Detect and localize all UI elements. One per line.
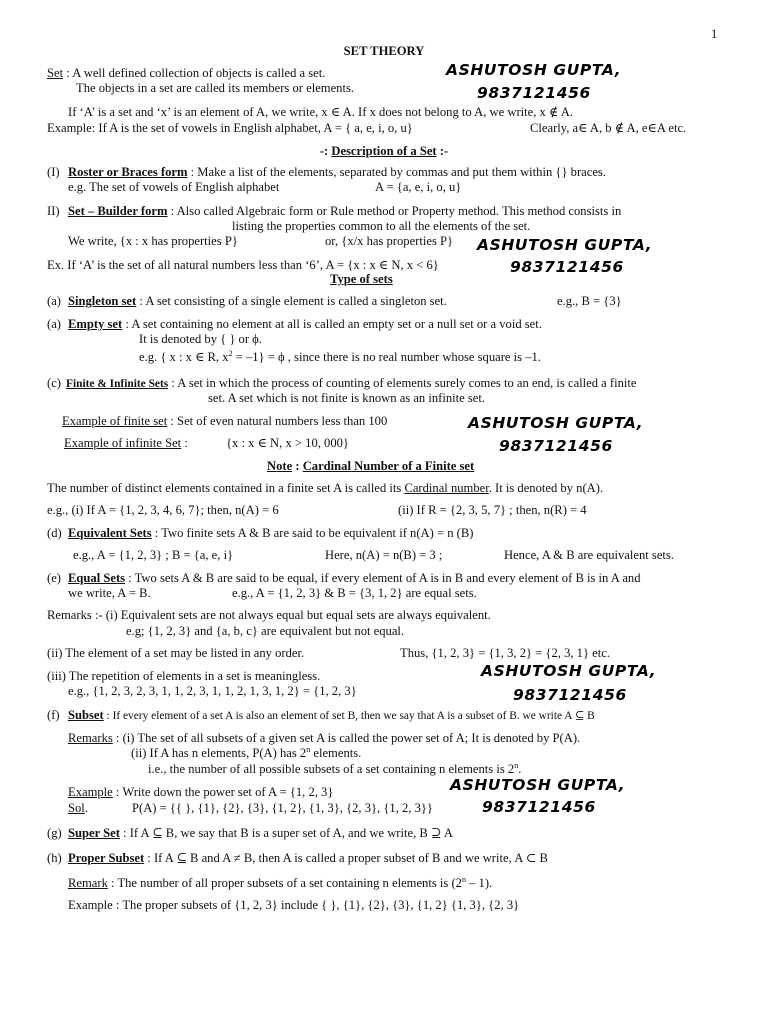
builder-line2: listing the properties common to all the elements of the set. <box>232 219 531 233</box>
equivalent-eg1: e.g., A = {1, 2, 3} ; B = {a, e, i} <box>73 548 234 562</box>
singleton-num: (a) <box>47 294 61 308</box>
description-heading: -: Description of a Set :- <box>319 144 449 158</box>
signature-name: ASHUTOSH GUPTA, <box>477 236 653 254</box>
signature-phone: 9837121456 <box>513 686 627 704</box>
set-definition <box>47 66 325 81</box>
set-example-right: Clearly, a∈ A, b ∉ A, e∈A etc. <box>530 121 687 135</box>
roster-num: (I) <box>47 165 60 179</box>
remark-2-right: Thus, {1, 2, 3} = {1, 3, 2} = {2, 3, 1} etc. <box>400 646 610 660</box>
equal-num: (e) <box>47 571 61 585</box>
builder-write-right: or, {x/x has properties P} <box>325 234 454 248</box>
subset-remark-1: Remarks : (i) The set of all subsets of a given set A is called the power set of A; It is denoted by P(A). <box>68 731 581 745</box>
equivalent-eg2: Here, n(A) = n(B) = 3 ; <box>325 548 443 562</box>
remark-3b: e.g., {1, 2, 3, 2, 3, 1, 1, 2, 3, 1, 1, 2, 1, 3, 1, 2} = {1, 2, 3} <box>68 684 357 698</box>
proper-definition: Proper Subset : If A ⊆ B and A ≠ B, then A is called a proper subset of B and we write, A ⊂ B <box>68 851 548 865</box>
signature-phone: 9837121456 <box>510 258 624 276</box>
equivalent-definition: Equivalent Sets : Two finite sets A & B are said to be equivalent if n(A) = n (B) <box>68 526 474 540</box>
signature-name: ASHUTOSH GUPTA, <box>468 414 644 432</box>
finite-line2: set. A set which is not finite is known as an infinite set. <box>208 391 486 405</box>
roster-eg-left: e.g. The set of vowels of English alphabet <box>68 180 280 194</box>
superset-definition: Super Set : If A ⊆ B, we say that B is a super set of A, and we write, B ⊇ A <box>68 826 454 840</box>
builder-num: II) <box>47 204 60 218</box>
set-example-left: Example: If A is the set of vowels in English alphabet, A = { a, e, i, o, u} <box>47 121 413 135</box>
signature-phone: 9837121456 <box>477 84 591 102</box>
signature-phone: 9837121456 <box>499 437 613 455</box>
signature-phone: 9837121456 <box>482 798 596 816</box>
signature-name: ASHUTOSH GUPTA, <box>446 61 622 79</box>
empty-definition: Empty set : A set containing no element at all is called an empty set or a null set or a void set. <box>68 317 542 331</box>
page-number: 1 <box>711 27 718 41</box>
proper-example: Example : The proper subsets of {1, 2, 3} include { }, {1}, {2}, {3}, {1, 2} {1, 3}, {2, 3} <box>68 898 520 912</box>
equivalent-num: (d) <box>47 526 62 540</box>
remark-3: (iii) The repetition of elements in a set is meaningless. <box>47 669 321 683</box>
empty-num: (a) <box>47 317 61 331</box>
remark-1b: e.g; {1, 2, 3} and {a, b, c} are equivalent but not equal. <box>126 624 405 638</box>
builder-definition: Set – Builder form : Also called Algebraic form or Rule method or Property method. This method consists in <box>68 204 622 218</box>
builder-example: Ex. If ‘A’ is the set of all natural numbers less than ‘6’, A = {x : x ∈ N, x < 6} <box>47 258 439 272</box>
subset-remark-2: (ii) If A has n elements, P(A) has 2$^n$ elements. <box>131 744 362 760</box>
cardinal-eg-left: e.g., (i) If A = {1, 2, 3, 4, 6, 7}; then, n(A) = 6 <box>47 503 279 517</box>
equivalent-eg3: Hence, A & B are equivalent sets. <box>504 548 674 562</box>
roster-eg-right: A = {a, e, i, o, u} <box>375 180 462 194</box>
subset-remark-3: i.e., the number of all possible subsets of a set containing n elements is 2$^n$. <box>148 760 522 776</box>
singleton-eg: e.g., B = {3} <box>557 294 622 308</box>
subset-definition: Subset : If every element of a set A is also an element of set B, then we say that A is a subset of B. we write A ⊆ B <box>68 708 595 722</box>
signature-name: ASHUTOSH GUPTA, <box>450 776 626 794</box>
finite-num: (c) <box>47 376 61 390</box>
cardinal-definition: The number of distinct elements contained in a finite set A is called its Cardinal number. It is denoted by n(A). <box>47 481 604 495</box>
proper-num: (h) <box>47 851 62 865</box>
types-heading: Type of sets <box>330 272 393 286</box>
roster-definition: Roster or Braces form : Make a list of the elements, separated by commas and put them within {} braces. <box>68 165 606 179</box>
empty-line3: e.g. { x : x ∈ R, $x^2 = -1\} = \phi$ , since there is no real number whose square is –1. <box>139 348 541 364</box>
set-membership-line: If ‘A’ is a set and ‘x’ is an element of A, we write, x ∈ A. If x does not belong to A, we write, x ∉ A. <box>68 105 574 119</box>
finite-example: Example of finite set : Set of even natural numbers less than 100 <box>62 414 388 428</box>
set-term: Set <box>47 66 64 80</box>
equal-line2-right: e.g., A = {1, 2, 3} & B = {3, 1, 2} are equal sets. <box>232 586 477 600</box>
builder-write-left: We write, {x : x has properties P} <box>68 234 238 248</box>
set-elements-line: The objects in a set are called its members or elements. <box>76 81 355 95</box>
signature-name: ASHUTOSH GUPTA, <box>481 662 657 680</box>
subset-sol-label: Sol. <box>68 801 88 815</box>
superset-num: (g) <box>47 826 62 840</box>
finite-definition: Finite & Infinite Sets : A set in which the process of counting of elements surely comes to an end, is called a finite <box>66 376 637 390</box>
singleton-definition: Singleton set : A set consisting of a single element is called a singleton set. <box>68 294 447 308</box>
remark-1: Remarks :- (i) Equivalent sets are not always equal but equal sets are always equivalent. <box>47 608 491 622</box>
infinite-example-label: Example of infinite Set : <box>64 436 188 450</box>
equal-line2-left: we write, A = B. <box>68 586 151 600</box>
set-definition-text: : A well defined collection of objects is called a set. <box>63 66 326 80</box>
page-title: SET THEORY <box>343 44 425 58</box>
equal-definition: Equal Sets : Two sets A & B are said to be equal, if every element of A is in B and every element of B is in A and <box>68 571 641 585</box>
proper-remark: Remark : The number of all proper subsets of a set containing n elements is (2$^n$ – 1). <box>68 874 493 890</box>
cardinal-heading: Note : Cardinal Number of a Finite set <box>267 459 475 473</box>
infinite-example-text: {x : x ∈ N, x > 10, 000} <box>226 436 349 450</box>
cardinal-eg-right: (ii) If R = {2, 3, 5, 7} ; then, n(R) = 4 <box>398 503 587 517</box>
subset-num: (f) <box>47 708 60 722</box>
subset-sol-text: P(A) = {{ }, {1}, {2}, {3}, {1, 2}, {1, 3}, {2, 3}, {1, 2, 3}} <box>132 801 433 815</box>
empty-line2: It is denoted by { } or ϕ. <box>139 332 262 346</box>
subset-example: Example : Write down the power set of A = {1, 2, 3} <box>68 785 334 799</box>
remark-2-left: (ii) The element of a set may be listed in any order. <box>47 646 305 660</box>
